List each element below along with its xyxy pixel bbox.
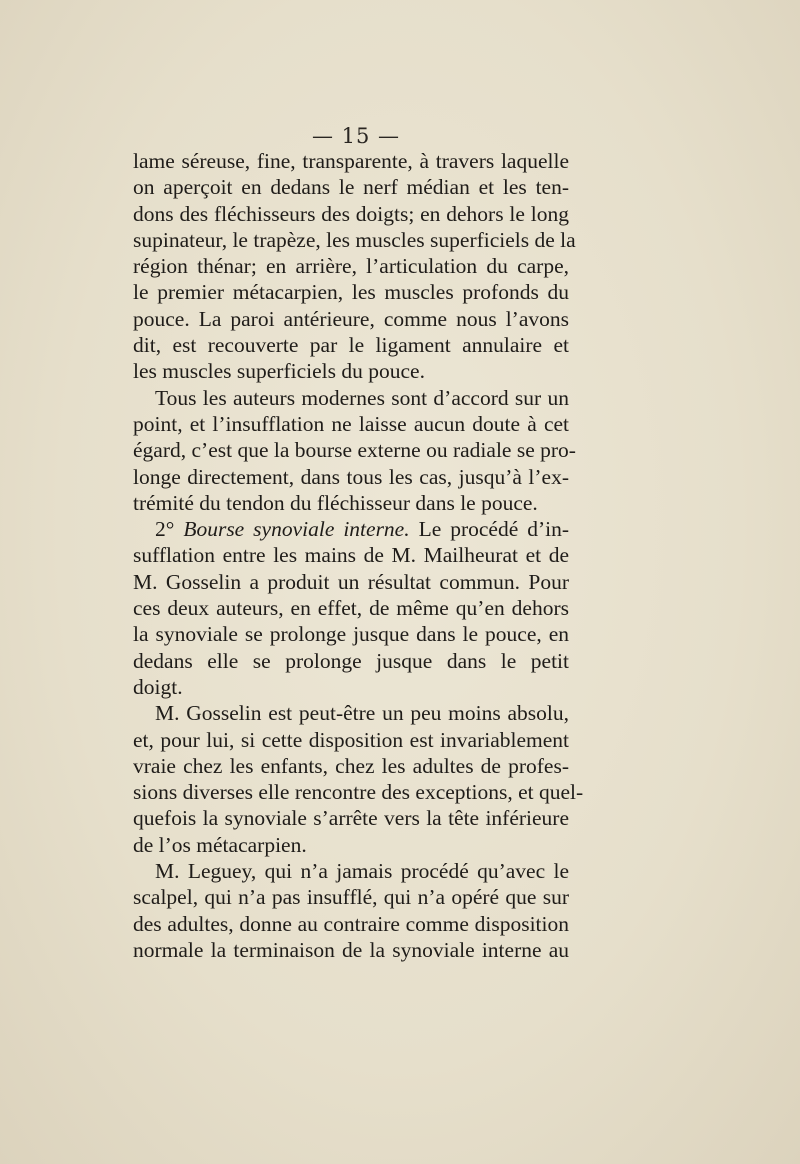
text-line: le premier métacarpien, les muscles profonds du bbox=[133, 280, 569, 305]
text-line: supinateur, le trapèze, les muscles superficiels de la bbox=[133, 227, 576, 252]
text-line: de l’os métacarpien. bbox=[133, 832, 307, 857]
text-line: dit, est recouverte par le ligament annulaire et bbox=[133, 333, 569, 358]
text-line: les muscles superficiels du pouce. bbox=[133, 359, 425, 384]
section-number: 2° bbox=[155, 517, 184, 542]
text-line: dedans elle se prolonge jusque dans le petit bbox=[133, 648, 569, 673]
body-text bbox=[133, 148, 584, 963]
page-number: — 15 — bbox=[311, 124, 401, 148]
text-line: longe directement, dans tous les cas, jusqu’à l’ex- bbox=[133, 464, 569, 489]
text-line: M. Gosselin a produit un résultat commun. Pour bbox=[133, 569, 569, 594]
text-line: sufflation entre les mains de M. Mailheurat et de bbox=[133, 543, 569, 568]
text-line: égard, c’est que la bourse externe ou radiale se pro- bbox=[133, 438, 576, 463]
text-line: scalpel, qui n’a pas insufflé, qui n’a opéré que sur bbox=[133, 885, 569, 910]
section-text: Le procédé d’in- bbox=[409, 517, 569, 542]
text-line: ces deux auteurs, en effet, de même qu’en dehors bbox=[133, 596, 569, 621]
text-line: et, pour lui, si cette disposition est invariablement bbox=[133, 727, 569, 752]
text-line: sions diverses elle rencontre des exceptions, et quel- bbox=[133, 780, 584, 805]
text-line: doigt. bbox=[133, 674, 183, 699]
text-line: point, et l’insufflation ne laisse aucun doute à cet bbox=[133, 411, 569, 436]
text-line: quefois la synoviale s’arrête vers la tête inférieure bbox=[133, 806, 569, 831]
text-line bbox=[133, 516, 569, 542]
section-heading: Bourse synoviale interne. bbox=[183, 517, 410, 542]
text-line: normale la terminaison de la synoviale interne au bbox=[133, 937, 569, 962]
text-line: M. Leguey, qui n’a jamais procédé qu’avec le bbox=[155, 859, 569, 884]
text-line: vraie chez les enfants, chez les adultes de profes- bbox=[133, 753, 569, 778]
text-line: Tous les auteurs modernes sont d’accord sur un bbox=[155, 385, 569, 410]
text-line: trémité du tendon du fléchisseur dans le pouce. bbox=[133, 490, 538, 515]
text-line: région thénar; en arrière, l’articulation du carpe, bbox=[133, 254, 569, 279]
text-line: M. Gosselin est peut-être un peu moins absolu, bbox=[155, 701, 569, 726]
text-line: on aperçoit en dedans le nerf médian et les ten- bbox=[133, 175, 569, 200]
text-line: pouce. La paroi antérieure, comme nous l’avons bbox=[133, 306, 569, 331]
text-line: la synoviale se prolonge jusque dans le pouce, en bbox=[133, 622, 569, 647]
text-line: lame séreuse, fine, transparente, à travers laquelle bbox=[133, 149, 569, 173]
text-line: dons des fléchisseurs des doigts; en dehors le long bbox=[133, 201, 569, 226]
text-line: des adultes, donne au contraire comme disposition bbox=[133, 911, 569, 936]
